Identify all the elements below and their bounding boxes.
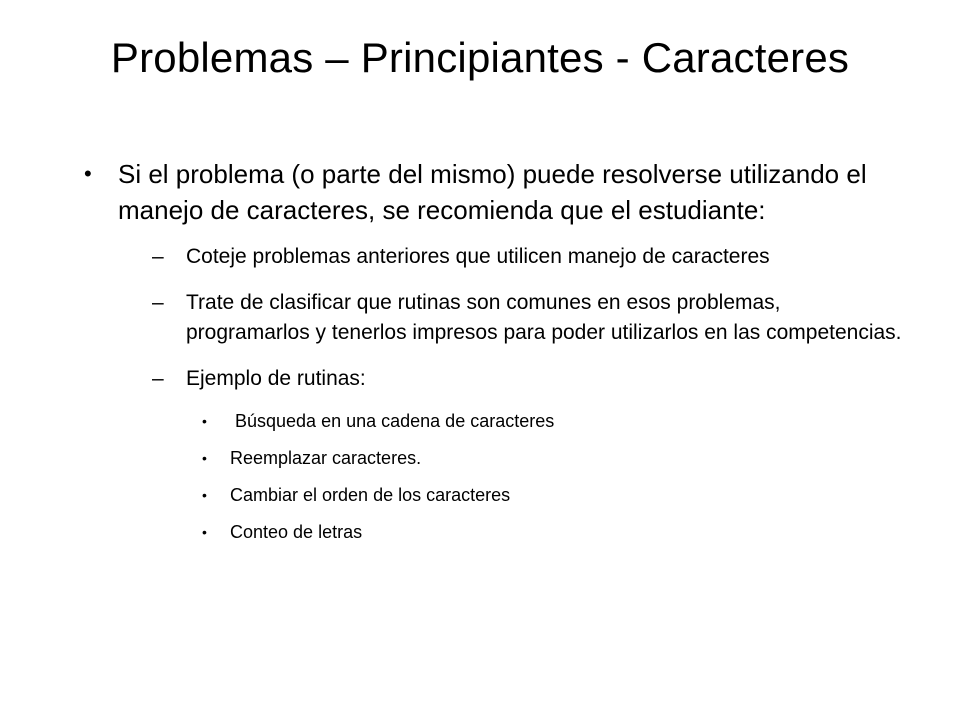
dash-icon: – [152,245,164,268]
sub-list [84,242,904,394]
example-item-busqueda [84,408,904,434]
example-item-text: Búsqueda en una cadena de caracteres [230,411,555,431]
example-item-conteo [84,519,904,545]
bullet-icon: • [202,450,207,466]
example-item-text: Cambiar el orden de los caracteres [230,485,511,505]
bullet-icon: • [202,524,207,540]
slide-content [84,156,904,556]
example-item-text: Reemplazar caracteres. [230,448,422,468]
sub-item-coteje [84,242,904,272]
example-item-cambiar [84,482,904,508]
main-bullet [84,156,904,228]
dash-icon: – [152,291,164,314]
sub-item-trate [84,288,904,348]
sub-item-ejemplo [84,364,904,394]
bullet-icon: • [202,413,207,429]
example-item-reemplazar [84,445,904,471]
sub-item-text: Coteje problemas anteriores que utilicen manejo de caracteres [186,245,770,268]
bullet-icon: • [202,487,207,503]
example-item-text: Conteo de letras [230,522,363,542]
examples-list [84,408,904,545]
dash-icon: – [152,367,164,390]
main-bullet-text: Si el problema (o parte del mismo) puede resolverse utilizando el manejo de caracteres, se recomienda que el estudiante: [118,159,867,225]
sub-item-text: Ejemplo de rutinas: [186,367,366,390]
bullet-icon: • [84,161,92,186]
slide-title: Problemas – Principiantes - Caracteres [110,34,850,81]
sub-item-text: Trate de clasificar que rutinas son comunes en esos problemas, programarlos y tenerlos impresos para poder utilizarlos en las competencias. [186,291,902,344]
